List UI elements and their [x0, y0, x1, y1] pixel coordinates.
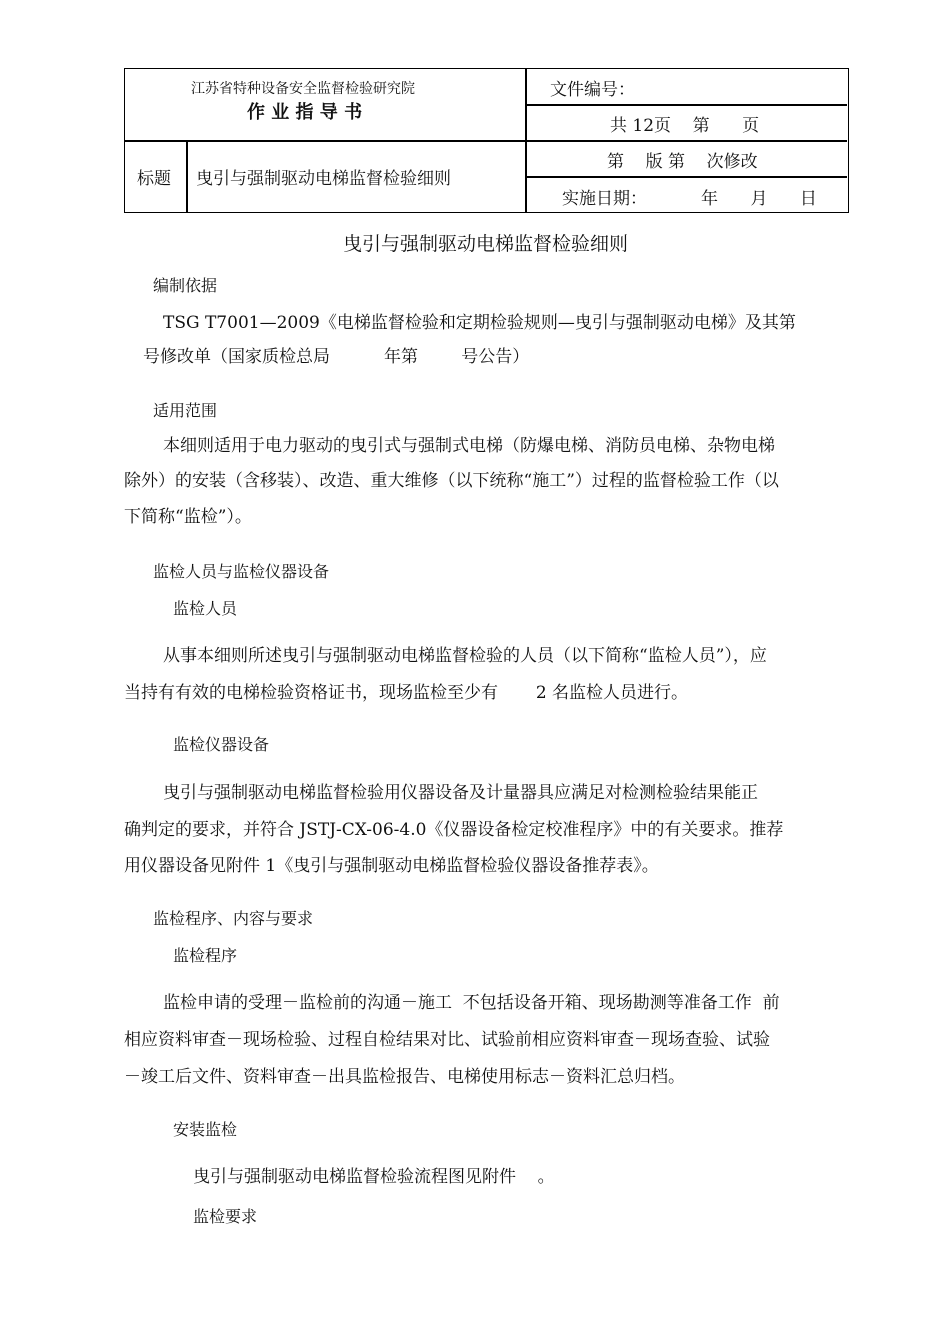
revision-info: 第 版 第 次修改 [607, 152, 758, 172]
divider [186, 140, 188, 212]
divider [525, 104, 847, 106]
subheading-equipment: 监检仪器设备 [173, 735, 270, 754]
subheading-install: 安装监检 [173, 1120, 238, 1139]
doc-type: 作 业 指 导 书 [247, 102, 363, 123]
effective-date: 实施日期： 年 月 日 [562, 189, 817, 209]
paragraph-line: 当持有有效的电梯检验资格证书，现场监检至少有 2 名监检人员进行。 [124, 683, 689, 703]
section-heading-staff: 监检人员与监检仪器设备 [153, 562, 330, 581]
divider [525, 176, 847, 178]
paragraph-line: 曳引与强制驱动电梯监督检验用仪器设备及计量器具应满足对检测检验结果能正 [163, 783, 758, 803]
section-heading-basis: 编制依据 [153, 276, 218, 295]
section-heading-scope: 适用范围 [153, 401, 218, 420]
paragraph-line: TSG T7001—2009《电梯监督检验和定期检验规则—曳引与强制驱动电梯》及其第 [163, 313, 796, 333]
subheading-procedure: 监检程序 [173, 946, 238, 965]
paragraph-line: 确判定的要求，并符合 JSTJ-CX-06-4.0《仪器设备检定校准程序》中的有关要求。推荐 [124, 820, 784, 840]
main-title: 曳引与强制驱动电梯监督检验细则 [343, 233, 629, 255]
paragraph-line: 曳引与强制驱动电梯监督检验流程图见附件 。 [193, 1167, 555, 1187]
file-number-label: 文件编号： [550, 80, 635, 100]
paragraph-line: 本细则适用于电力驱动的曳引式与强制式电梯（防爆电梯、消防员电梯、杂物电梯 [163, 436, 775, 456]
divider [125, 140, 847, 142]
paragraph-line: 从事本细则所述曳引与强制驱动电梯监督检验的人员（以下简称“监检人员”），应 [163, 646, 767, 666]
paragraph-line: 号修改单（国家质检总局 年第 号公告） [143, 347, 530, 367]
paragraph-line: 下简称“监检”）。 [124, 507, 252, 527]
institute-name: 江苏省特种设备安全监督检验研究院 [191, 81, 415, 97]
section-heading-procedure: 监检程序、内容与要求 [153, 909, 314, 928]
title-value: 曳引与强制驱动电梯监督检验细则 [196, 169, 451, 189]
subheading-staff: 监检人员 [173, 599, 238, 618]
header-table [124, 68, 849, 213]
paragraph-line: 相应资料审查－现场检验、过程自检结果对比、试验前相应资料审查－现场查验、试验 [124, 1030, 770, 1050]
paragraph-line: 监检申请的受理－监检前的沟通－施工 不包括设备开箱、现场勘测等准备工作 前 [163, 993, 780, 1013]
paragraph-line: 除外）的安装（含移装）、改造、重大维修（以下统称“施工”）过程的监督检验工作（以 [124, 471, 779, 491]
page-count: 共 12页 第 页 [610, 116, 760, 136]
paragraph-line: －竣工后文件、资料审查－出具监检报告、电梯使用标志－资料汇总归档。 [124, 1067, 685, 1087]
subheading-requirements: 监检要求 [193, 1207, 258, 1226]
paragraph-line: 用仪器设备见附件 1《曳引与强制驱动电梯监督检验仪器设备推荐表》。 [124, 856, 659, 876]
title-label: 标题 [137, 169, 171, 189]
